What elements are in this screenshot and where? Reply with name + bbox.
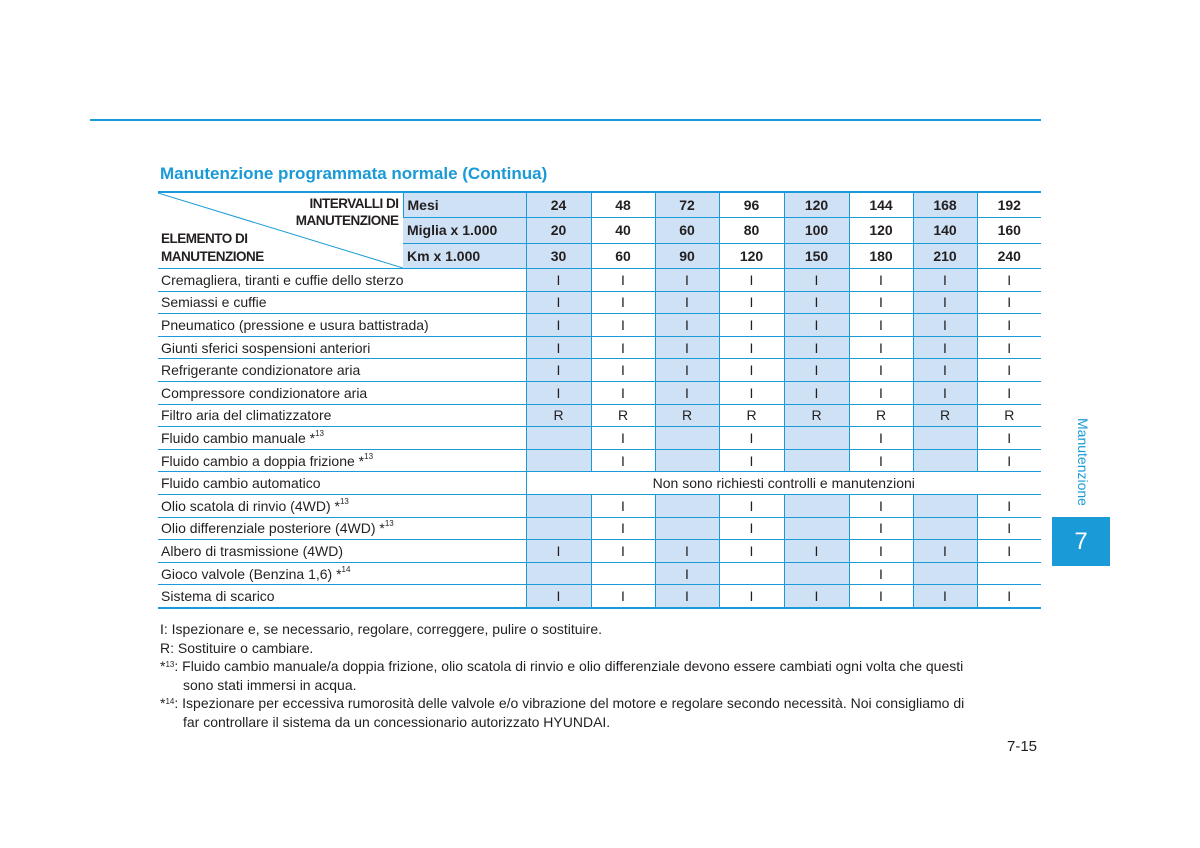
item-interval-cell: I (849, 381, 913, 404)
item-name: Olio differenziale posteriore (4WD) * (161, 520, 385, 537)
item-interval-cell: I (913, 269, 977, 292)
item-interval-cell: R (977, 404, 1041, 427)
header-value: 140 (913, 218, 977, 243)
header-value: 60 (591, 243, 655, 268)
item-interval-cell (913, 517, 977, 540)
item-name-cell (158, 404, 526, 427)
item-name-cell (158, 359, 526, 382)
item-interval-cell: R (719, 404, 784, 427)
item-interval-cell (719, 562, 784, 585)
item-interval-cell: I (913, 359, 977, 382)
header-value: 72 (655, 192, 719, 218)
item-interval-cell: I (655, 381, 719, 404)
item-footnote-ref: 13 (339, 496, 349, 506)
note-14-line2: far controllare il sistema da un concessionario autorizzato HYUNDAI. (183, 713, 611, 730)
item-interval-cell: I (591, 291, 655, 314)
item-interval-cell (784, 494, 849, 517)
item-name: Sistema di scarico (161, 588, 275, 605)
item-name: Cremagliera, tiranti e cuffie dello sterzo (161, 271, 404, 288)
item-interval-cell: I (526, 381, 591, 404)
item-interval-cell: I (784, 314, 849, 337)
item-interval-cell: I (526, 314, 591, 337)
item-interval-cell: I (655, 359, 719, 382)
item-interval-cell: I (719, 540, 784, 563)
item-interval-cell: I (977, 540, 1041, 563)
item-interval-cell: I (526, 585, 591, 608)
item-name-cell (158, 314, 526, 337)
item-interval-cell: I (591, 381, 655, 404)
item-interval-cell (784, 562, 849, 585)
element-label (161, 230, 264, 266)
item-interval-cell: I (655, 336, 719, 359)
item-name: Semiassi e cuffie (161, 294, 267, 311)
item-name-cell (158, 381, 526, 404)
table-row (158, 540, 1041, 563)
item-interval-cell: I (719, 427, 784, 450)
note-13-line2: sono stati immersi in acqua. (183, 676, 357, 693)
table-body (158, 192, 1041, 608)
item-interval-cell: I (591, 427, 655, 450)
item-interval-cell: I (655, 562, 719, 585)
item-interval-cell: I (913, 585, 977, 608)
item-note-cell: Non sono richiesti controlli e manutenzioni (526, 472, 1041, 495)
item-interval-cell (784, 449, 849, 472)
item-interval-cell: R (591, 404, 655, 427)
item-interval-cell: I (591, 449, 655, 472)
item-interval-cell: I (913, 314, 977, 337)
table-row (158, 381, 1041, 404)
item-interval-cell: I (719, 517, 784, 540)
item-interval-cell: R (784, 404, 849, 427)
item-interval-cell: I (849, 517, 913, 540)
item-interval-cell: I (849, 494, 913, 517)
item-interval-cell: I (784, 291, 849, 314)
header-value: 40 (591, 218, 655, 243)
item-interval-cell: I (849, 291, 913, 314)
note-13-line1: : Fluido cambio manuale/a doppia frizione, olio scatola di rinvio e olio differenziale devono essere cambiati ogni volta che questi (174, 658, 964, 674)
item-interval-cell (526, 494, 591, 517)
item-interval-cell: I (526, 540, 591, 563)
item-interval-cell: I (784, 269, 849, 292)
item-interval-cell (655, 449, 719, 472)
header-value: 90 (655, 243, 719, 268)
item-interval-cell: I (591, 336, 655, 359)
item-interval-cell: I (849, 427, 913, 450)
item-name: Giunti sferici sospensioni anteriori (161, 339, 371, 356)
item-interval-cell (655, 517, 719, 540)
item-interval-cell: I (655, 540, 719, 563)
item-name-cell (158, 585, 526, 608)
item-interval-cell: I (719, 381, 784, 404)
item-interval-cell: I (977, 291, 1041, 314)
note-14-line1: : Ispezionare per eccessiva rumorosità delle valvole e/o vibrazione del motore e regolare secondo necessità. Noi consigliamo di (174, 695, 965, 711)
intervals-label-line1: INTERVALLI DI (309, 196, 399, 211)
item-interval-cell: I (849, 359, 913, 382)
note-14-mark: * (160, 695, 166, 711)
item-name-cell (158, 562, 526, 585)
table-row (158, 336, 1041, 359)
table-row (158, 404, 1041, 427)
note-r: R: Sostituire o cambiare. (160, 639, 314, 656)
item-interval-cell: I (977, 314, 1041, 337)
header-value: 192 (977, 192, 1041, 218)
item-interval-cell: I (977, 359, 1041, 382)
item-name-cell (158, 517, 526, 540)
top-rule (90, 119, 1041, 121)
note-14 (160, 694, 1045, 713)
item-interval-cell: I (849, 336, 913, 359)
table-row (158, 585, 1041, 608)
item-interval-cell: R (913, 404, 977, 427)
item-interval-cell: I (784, 585, 849, 608)
item-interval-cell: I (977, 381, 1041, 404)
item-name: Fluido cambio manuale * (161, 429, 316, 446)
item-interval-cell (913, 494, 977, 517)
item-interval-cell (526, 427, 591, 450)
item-interval-cell: I (977, 427, 1041, 450)
item-interval-cell: I (655, 291, 719, 314)
item-interval-cell: I (526, 291, 591, 314)
note-14-sup: 14 (165, 697, 175, 706)
item-interval-cell: I (719, 336, 784, 359)
item-name: Refrigerante condizionatore aria (161, 362, 361, 379)
item-interval-cell (526, 449, 591, 472)
item-interval-cell: I (913, 381, 977, 404)
element-label-line1: ELEMENTO DI (161, 231, 248, 246)
item-name: Gioco valvole (Benzina 1,6) * (161, 565, 342, 582)
item-interval-cell (655, 494, 719, 517)
item-interval-cell: I (977, 517, 1041, 540)
item-interval-cell: I (784, 336, 849, 359)
item-name: Fluido cambio automatico (161, 475, 321, 492)
item-name: Olio scatola di rinvio (4WD) * (161, 497, 340, 514)
item-interval-cell: I (591, 269, 655, 292)
item-interval-cell: I (849, 540, 913, 563)
table-row (158, 427, 1041, 450)
item-interval-cell (784, 517, 849, 540)
item-interval-cell: I (719, 449, 784, 472)
intervals-label-line2: MANUTENZIONE (295, 213, 399, 228)
item-interval-cell: I (913, 291, 977, 314)
table-row (158, 472, 1041, 495)
note-13-sup: 13 (165, 660, 175, 669)
item-footnote-ref: 13 (364, 451, 374, 461)
item-name: Compressore condizionatore aria (161, 384, 368, 401)
item-interval-cell: I (591, 494, 655, 517)
corner-header (158, 192, 403, 269)
header-value: 100 (784, 218, 849, 243)
item-interval-cell: I (719, 314, 784, 337)
item-interval-cell: I (719, 494, 784, 517)
item-interval-cell: I (655, 585, 719, 608)
header-row-months (158, 192, 1041, 218)
item-interval-cell: I (719, 291, 784, 314)
item-interval-cell: R (526, 404, 591, 427)
maintenance-table (158, 191, 1041, 609)
item-name-cell (158, 494, 526, 517)
item-name: Pneumatico (pressione e usura battistrada) (161, 316, 429, 333)
header-value: 168 (913, 192, 977, 218)
item-interval-cell: I (849, 269, 913, 292)
item-interval-cell: I (913, 336, 977, 359)
item-interval-cell: I (849, 449, 913, 472)
header-value: 120 (849, 218, 913, 243)
item-interval-cell: R (655, 404, 719, 427)
item-name-cell (158, 427, 526, 450)
table-row (158, 314, 1041, 337)
item-interval-cell: I (719, 359, 784, 382)
header-value: 96 (719, 192, 784, 218)
item-interval-cell: I (655, 269, 719, 292)
item-name-cell (158, 540, 526, 563)
item-name-cell (158, 291, 526, 314)
item-interval-cell: I (591, 314, 655, 337)
item-name: Fluido cambio a doppia frizione * (161, 452, 365, 469)
intervals-label (296, 195, 399, 229)
table-row (158, 517, 1041, 540)
header-value: 120 (784, 192, 849, 218)
item-interval-cell: I (591, 359, 655, 382)
header-value: 120 (719, 243, 784, 268)
header-label-months: Mesi (403, 192, 526, 218)
side-section-text: Manutenzione (1075, 418, 1091, 506)
item-interval-cell: I (784, 359, 849, 382)
table-row (158, 291, 1041, 314)
header-value: 150 (784, 243, 849, 268)
page-number: 7-15 (1007, 738, 1038, 755)
header-value: 144 (849, 192, 913, 218)
item-interval-cell: I (977, 585, 1041, 608)
header-value: 210 (913, 243, 977, 268)
item-interval-cell (526, 517, 591, 540)
table-row (158, 494, 1041, 517)
item-name-cell (158, 269, 526, 292)
item-footnote-ref: 14 (341, 564, 351, 574)
header-value: 48 (591, 192, 655, 218)
item-name-cell (158, 336, 526, 359)
header-value: 30 (526, 243, 591, 268)
item-interval-cell (913, 427, 977, 450)
item-interval-cell: I (719, 269, 784, 292)
item-interval-cell: I (591, 585, 655, 608)
section-title: Manutenzione programmata normale (Continua) (160, 164, 548, 183)
item-interval-cell: I (526, 269, 591, 292)
header-value: 20 (526, 218, 591, 243)
item-interval-cell: I (591, 540, 655, 563)
item-name-cell (158, 449, 526, 472)
table-row (158, 359, 1041, 382)
item-name: Filtro aria del climatizzatore (161, 407, 332, 424)
item-interval-cell: I (526, 359, 591, 382)
item-interval-cell: I (977, 449, 1041, 472)
item-interval-cell: I (526, 336, 591, 359)
note-13 (160, 657, 1045, 676)
header-value: 80 (719, 218, 784, 243)
header-value: 60 (655, 218, 719, 243)
item-footnote-ref: 13 (315, 428, 324, 438)
item-interval-cell: I (913, 540, 977, 563)
item-interval-cell: R (849, 404, 913, 427)
item-name: Albero di trasmissione (4WD) (161, 542, 344, 559)
header-value: 180 (849, 243, 913, 268)
header-value: 24 (526, 192, 591, 218)
table-row (158, 449, 1041, 472)
item-interval-cell: I (784, 540, 849, 563)
chapter-tab: 7 (1052, 517, 1110, 566)
header-value: 160 (977, 218, 1041, 243)
header-label-km: Km x 1.000 (403, 243, 526, 268)
note-i: I: Ispezionare e, se necessario, regolare, correggere, pulire o sostituire. (160, 621, 603, 637)
footnotes (160, 620, 1045, 731)
item-footnote-ref: 13 (384, 519, 394, 529)
item-name-cell (158, 472, 526, 495)
item-interval-cell: I (719, 585, 784, 608)
item-interval-cell (913, 562, 977, 585)
item-interval-cell: I (977, 494, 1041, 517)
item-interval-cell: I (977, 336, 1041, 359)
item-interval-cell: I (849, 562, 913, 585)
item-interval-cell: I (655, 314, 719, 337)
item-interval-cell: I (784, 381, 849, 404)
item-interval-cell: I (591, 517, 655, 540)
item-interval-cell: I (849, 585, 913, 608)
item-interval-cell (977, 562, 1041, 585)
item-interval-cell (913, 449, 977, 472)
element-label-line2: MANUTENZIONE (161, 249, 264, 264)
table-row (158, 269, 1041, 292)
header-value: 240 (977, 243, 1041, 268)
header-label-miles: Miglia x 1.000 (403, 218, 526, 243)
table-row (158, 562, 1041, 585)
note-13-mark: * (160, 658, 166, 674)
item-interval-cell (784, 427, 849, 450)
item-interval-cell (591, 562, 655, 585)
item-interval-cell (655, 427, 719, 450)
item-interval-cell: I (849, 314, 913, 337)
item-interval-cell (526, 562, 591, 585)
item-interval-cell: I (977, 269, 1041, 292)
side-section-label (1073, 414, 1093, 514)
